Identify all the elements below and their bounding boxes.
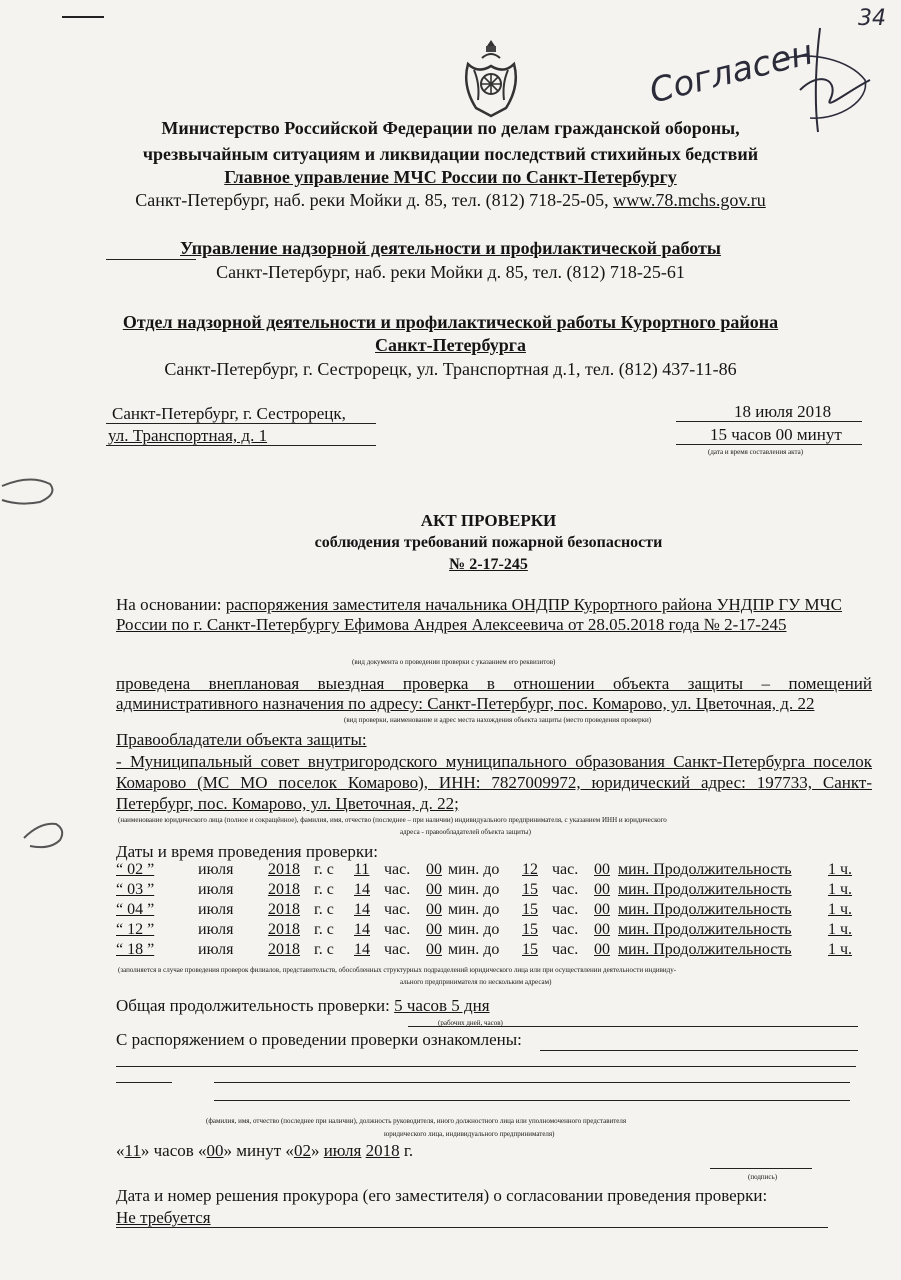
schedule-caption-2: ального предпринимателя по нескольким адресам): [400, 978, 552, 986]
place-line-2: ул. Транспортная, д. 1: [108, 426, 268, 445]
schedule-from-m: 00: [426, 901, 442, 918]
place-line-1: Санкт-Петербург, г. Сестрорецк,: [112, 404, 346, 423]
directorate-underline-left: [106, 259, 196, 260]
binding-hole-icon: [20, 814, 70, 854]
act-date: 18 июля 2018: [734, 402, 832, 421]
sign-line-1: [116, 1066, 856, 1067]
total-value: 5 часов 5 дня: [394, 996, 490, 1015]
schedule-from-m: 00: [426, 881, 442, 898]
schedule-to-m: 00: [594, 901, 610, 918]
basis-caption: (вид документа о проведении проверки с указанием его реквизитов): [352, 658, 556, 666]
acquainted-caption-1: (фамилия, имя, отчество (последнее при наличии), должность руководителя, иного должностного лица или уполномоченного представителя: [206, 1117, 627, 1125]
schedule-caption-1: (заполняется в случае проведения проверок филиалов, представительств, обособленных структурных подразделений юридического лица или при осуществлении деятельности индивиду-: [118, 966, 677, 974]
sign-line-3: [214, 1082, 850, 1083]
sign-line-2: [116, 1082, 172, 1083]
act-time: 15 часов 00 минут: [710, 425, 842, 444]
schedule-word: мин. Продолжительность: [618, 921, 792, 938]
ack-minutes: 00: [206, 1141, 224, 1160]
schedule-row: [0, 901, 901, 921]
schedule-to-h: 15: [522, 921, 538, 938]
ack-hours: 11: [124, 1141, 141, 1160]
schedule-word: мин. до: [448, 881, 500, 898]
main-address: [0, 190, 901, 211]
schedule-to-m: 00: [594, 881, 610, 898]
schedule-duration: 1 ч.: [828, 941, 853, 958]
place-underline-2: [106, 445, 376, 446]
schedule-word: мин. Продолжительность: [618, 941, 792, 958]
schedule-word: час.: [552, 941, 579, 958]
binding-hole-icon: [0, 470, 60, 510]
prosecutor-underline: [116, 1227, 828, 1228]
schedule-day: “ 18 ”: [116, 941, 155, 958]
schedule-duration: 1 ч.: [828, 861, 853, 878]
ack-p3: » минут «: [223, 1141, 294, 1160]
schedule-year: 2018: [268, 921, 300, 938]
acquainted-caption-2: юридического лица, индивидуального предпринимателя): [384, 1130, 555, 1138]
department-address: Санкт-Петербург, г. Сестрорецк, ул. Транспортная д.1, тел. (812) 437-11-86: [164, 359, 737, 379]
inspection-text: проведена внеплановая выездная проверка в отношении объекта защиты – помещений административного назначения по адресу: Санкт-Петербург, пос. Комарово, ул. Цветочная, д. 22: [116, 674, 872, 713]
department-line-1: Отдел надзорной деятельности и профилактической работы Курортного района: [122, 312, 779, 332]
schedule-to-h: 12: [522, 861, 538, 878]
schedule-day: “ 12 ”: [116, 921, 155, 938]
inspection-caption: (вид проверки, наименование и адрес места нахождения объекта защиты (место проведения проверки): [344, 716, 652, 724]
date-underline: [676, 421, 862, 422]
schedule-word: час.: [384, 881, 411, 898]
schedule-from-h: 14: [354, 881, 370, 898]
schedule-to-h: 15: [522, 941, 538, 958]
datetime-caption: (дата и время составления акта): [708, 448, 804, 456]
website-link[interactable]: www.78.mchs.gov.ru: [613, 190, 766, 210]
total-block: [116, 996, 490, 1016]
schedule-row: [0, 861, 901, 881]
prosecutor-label: Дата и номер решения прокурора (его заместителя) о согласовании проведения проверки:: [116, 1186, 768, 1205]
schedule-year: 2018: [268, 941, 300, 958]
schedule-word: г. с: [314, 941, 334, 958]
schedule-word: мин. Продолжительность: [618, 861, 792, 878]
directorate: Управление надзорной деятельности и профилактической работы: [180, 238, 721, 258]
basis-label: На основании:: [116, 595, 226, 614]
schedule-from-h: 11: [354, 861, 370, 878]
schedule-word: г. с: [314, 861, 334, 878]
schedule-word: мин. Продолжительность: [618, 901, 792, 918]
ack-p6: г.: [399, 1141, 414, 1160]
place-underline-1: [106, 423, 376, 424]
schedule-label: Даты и время проведения проверки:: [116, 842, 379, 861]
ack-year: 2018: [365, 1141, 400, 1160]
schedule-word: г. с: [314, 901, 334, 918]
schedule-year: 2018: [268, 861, 300, 878]
sign-line-4: [214, 1100, 850, 1101]
schedule-to-h: 15: [522, 901, 538, 918]
department-line-2: Санкт-Петербурга: [375, 335, 526, 355]
schedule-from-m: 00: [426, 941, 442, 958]
page-number: 34: [858, 6, 886, 31]
schedule-month: июля: [198, 941, 234, 958]
rightholders-caption-1: (наименование юридического лица (полное и сокращённое), фамилия, имя, отчество (последнее – при наличии) индивидуального предпринимателя, с указанием ИНН и юридического: [118, 816, 667, 824]
schedule-from-h: 14: [354, 901, 370, 918]
act-number: № 2-17-245: [449, 556, 528, 573]
schedule-to-m: 00: [594, 861, 610, 878]
acquainted-label: С распоряжением о проведении проверки ознакомлены:: [116, 1030, 522, 1049]
schedule-to-h: 15: [522, 881, 538, 898]
schedule-year: 2018: [268, 901, 300, 918]
approval-note: Согласен: [645, 32, 818, 112]
main-address-text: Санкт-Петербург, наб. реки Мойки д. 85, тел. (812) 718-25-05,: [135, 190, 614, 210]
schedule-from-h: 14: [354, 921, 370, 938]
schedule-duration: 1 ч.: [828, 921, 853, 938]
signature-line: [710, 1168, 812, 1169]
total-caption: (рабочих дней, часов): [438, 1019, 503, 1027]
schedule-word: час.: [552, 901, 579, 918]
ack-p1: «: [116, 1141, 125, 1160]
schedule-month: июля: [198, 901, 234, 918]
schedule-day: “ 03 ”: [116, 881, 155, 898]
schedule-to-m: 00: [594, 941, 610, 958]
rightholders-label: Правообладатели объекта защиты:: [116, 730, 367, 749]
schedule-month: июля: [198, 881, 234, 898]
schedule-day: “ 02 ”: [116, 861, 155, 878]
ack-month: июля: [323, 1141, 362, 1160]
schedule-year: 2018: [268, 881, 300, 898]
corner-mark: [62, 16, 104, 18]
schedule-from-h: 14: [354, 941, 370, 958]
schedule-word: час.: [552, 921, 579, 938]
total-label: Общая продолжительность проверки:: [116, 996, 395, 1015]
schedule-word: час.: [384, 901, 411, 918]
schedule-word: мин. до: [448, 941, 500, 958]
ministry-line-2: чрезвычайным ситуациям и ликвидации последствий стихийных бедствий: [142, 144, 759, 164]
prosecutor-value: Не требуется: [116, 1208, 211, 1227]
schedule-word: час.: [552, 861, 579, 878]
schedule-word: час.: [384, 861, 411, 878]
ministry-line-1: Министерство Российской Федерации по делам гражданской обороны,: [161, 118, 740, 138]
schedule-word: мин. Продолжительность: [618, 881, 792, 898]
schedule-word: мин. до: [448, 901, 500, 918]
schedule-month: июля: [198, 921, 234, 938]
schedule-duration: 1 ч.: [828, 881, 853, 898]
schedule-to-m: 00: [594, 921, 610, 938]
signature-caption: (подпись): [748, 1173, 778, 1181]
rightholders-text: - Муниципальный совет внутригородского муниципального образования Санкт-Петербурга поселок Комарово (МС МО поселок Комарово), ИНН: 7827009972, юридический адрес: 197733, Санкт-Петербург, пос. Комарово, ул. Цветочная, д. 22;: [116, 752, 872, 813]
directorate-address: Санкт-Петербург, наб. реки Мойки д. 85, тел. (812) 718-25-61: [216, 262, 685, 282]
ack-p4: »: [310, 1141, 324, 1160]
schedule-word: час.: [552, 881, 579, 898]
schedule-duration: 1 ч.: [828, 901, 853, 918]
schedule-month: июля: [198, 861, 234, 878]
rightholders-caption-2: адреса - правообладателей объекта защиты): [400, 828, 531, 836]
schedule-word: час.: [384, 921, 411, 938]
time-underline: [676, 444, 862, 445]
schedule-word: мин. до: [448, 861, 500, 878]
schedule-from-m: 00: [426, 921, 442, 938]
ack-p2: » часов «: [140, 1141, 207, 1160]
act-title: АКТ ПРОВЕРКИ: [420, 511, 557, 530]
schedule-from-m: 00: [426, 861, 442, 878]
basis-block: [116, 595, 872, 635]
schedule-word: час.: [384, 941, 411, 958]
schedule-row: [0, 881, 901, 901]
schedule-word: г. с: [314, 881, 334, 898]
mchs-emblem-icon: [460, 36, 522, 120]
schedule-row: [0, 941, 901, 961]
act-subtitle: соблюдения требований пожарной безопасности: [314, 534, 663, 551]
ack-day: 02: [293, 1141, 311, 1160]
schedule-row: [0, 921, 901, 941]
main-department: Главное управление МЧС России по Санкт-Петербургу: [224, 167, 677, 187]
schedule-day: “ 04 ”: [116, 901, 155, 918]
basis-text: распоряжения заместителя начальника ОНДПР Курортного района УНДПР ГУ МЧС России по г. Санкт-Петербургу Ефимова Андрея Алексеевича от 28.05.2018 года № 2-17-245: [116, 595, 842, 634]
schedule-word: мин. до: [448, 921, 500, 938]
ack-time: [116, 1141, 413, 1161]
acquainted-underline: [540, 1050, 858, 1051]
schedule-word: г. с: [314, 921, 334, 938]
